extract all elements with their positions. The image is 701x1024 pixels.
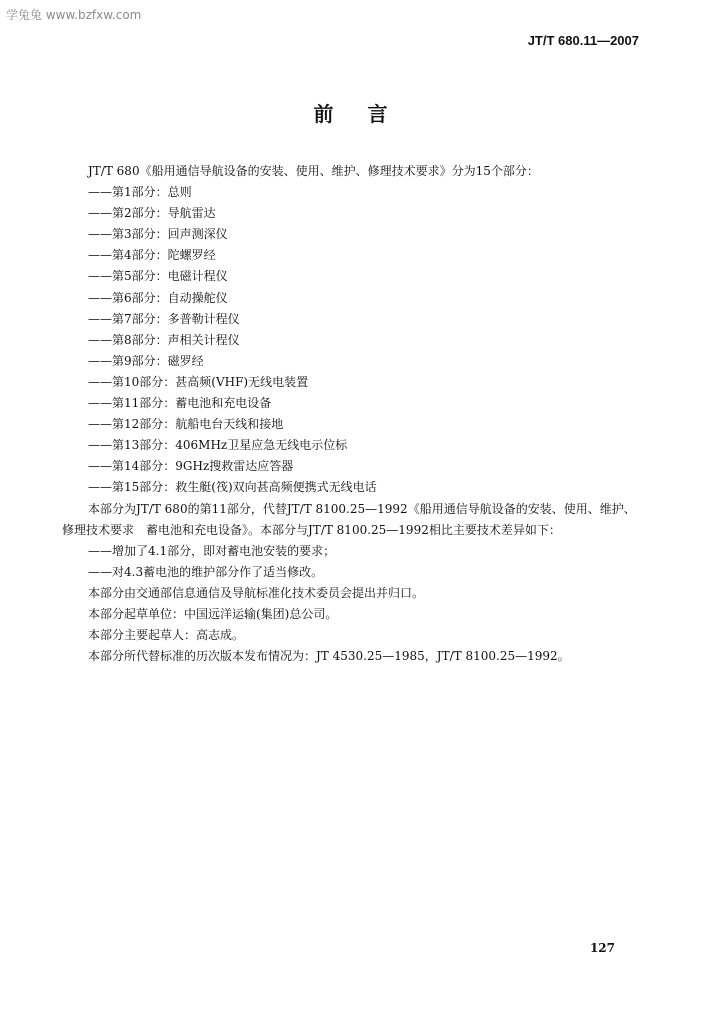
part-list-item: ——第4部分：陀螺罗经 [88,248,216,263]
title-char-2: 言 [367,102,388,126]
part-list-item: ——第8部分：声相关计程仪 [88,332,240,347]
part-list-item: ——第2部分：导航雷达 [88,206,216,221]
site-watermark: 学兔兔 www.bzfxw.com [6,8,142,22]
change-list-item: ——增加了4.1部分，即对蓄电池安装的要求； [88,543,336,558]
part-list-item: ——第14部分：9GHz搜救雷达应答器 [88,459,294,474]
proposed-by-paragraph: 本部分由交通部信息通信及导航标准化技术委员会提出并归口。 [88,585,425,600]
drafting-unit-paragraph: 本部分起草单位：中国远洋运输(集团)总公司。 [88,606,338,621]
foreword-body [62,161,642,667]
history-paragraph: 本部分所代替标准的历次版本发布情况为：JT 4530.25—1985，JT/T 8100.25—1992。 [88,649,570,664]
part-list-item: ——第5部分：电磁计程仪 [88,269,228,284]
page-number: 127 [589,941,615,955]
part-list-item: ——第9部分：磁罗经 [88,353,204,368]
part-list-item: ——第1部分：总则 [88,185,192,200]
part-list-item: ——第10部分：甚高频(VHF)无线电装置 [88,374,309,389]
part-list-item: ——第12部分：航船电台天线和接地 [88,417,284,432]
part-list-item: ——第11部分：蓄电池和充电设备 [88,396,272,411]
title-char-1: 前 [313,102,334,126]
replacement-paragraph-line2: 修理技术要求 蓄电池和充电设备》。本部分与JT/T 8100.25—1992相比主要技术差异如下： [62,522,561,537]
standard-code-header: JT/T 680.11—2007 [527,33,639,48]
part-list-item: ——第3部分：回声测深仪 [88,227,228,242]
part-list-item: ——第15部分：救生艇(筏)双向甚高频便携式无线电话 [88,480,377,495]
part-list-item: ——第7部分：多普勒计程仪 [88,311,240,326]
change-list-item: ——对4.3蓄电池的维护部分作了适当修改。 [88,564,324,579]
drafter-paragraph: 本部分主要起草人：高志成。 [88,628,245,643]
intro-paragraph: JT/T 680《船用通信导航设备的安装、使用、维护、修理技术要求》分为15个部分： [88,164,539,178]
part-list-item: ——第6部分：自动操舵仪 [88,290,228,305]
part-list-item: ——第13部分：406MHz卫星应急无线电示位标 [88,438,348,453]
replacement-paragraph-line1: 本部分为JT/T 680的第11部分，代替JT/T 8100.25—1992《船用通信导航设备的安装、使用、维护、 [88,501,636,516]
page-title [0,98,701,127]
